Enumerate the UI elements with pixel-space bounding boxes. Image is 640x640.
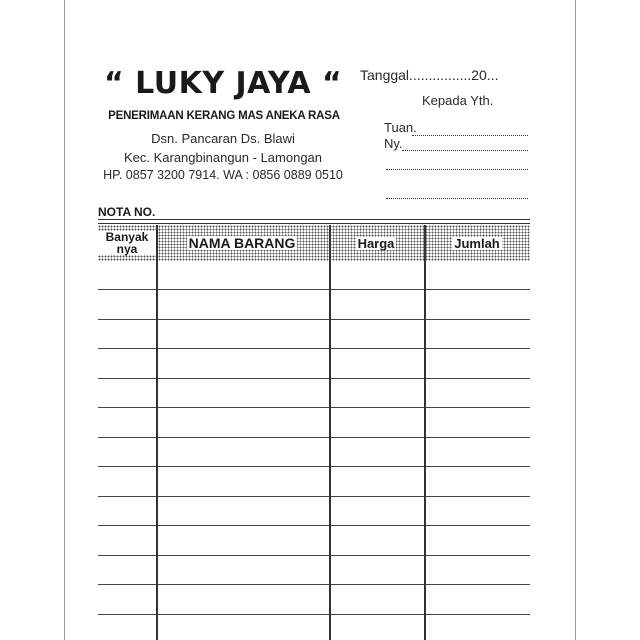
table-row-line [98, 496, 530, 497]
paper-right-edge [575, 0, 576, 640]
table-row-line [98, 584, 530, 585]
column-divider [424, 225, 426, 640]
brand-tagline: PENERIMAAN KERANG MAS ANEKA RASA [108, 110, 340, 122]
column-divider [329, 225, 331, 640]
paper-left-edge [64, 0, 65, 640]
contact-line: HP. 0857 3200 7914. WA : 0856 0889 0510 [103, 168, 343, 182]
column-header-label: Banyak nya [98, 231, 156, 255]
tuan-dotted-line [412, 135, 528, 136]
table-row-line [98, 319, 530, 320]
table-row-line [98, 378, 530, 379]
column-header-banyaknya [98, 225, 156, 261]
table-row-line [98, 466, 530, 467]
nota-underline [98, 219, 530, 220]
column-header-label: Harga [357, 235, 395, 251]
table-row-line [98, 348, 530, 349]
column-header-label: Jumlah [454, 235, 500, 251]
address-line-1: Dsn. Pancaran Ds. Blawi [151, 131, 295, 146]
address-line-2: Kec. Karangbinangun - Lamongan [123, 150, 323, 165]
table-row-line [98, 437, 530, 438]
table-header [98, 225, 530, 261]
table-row-line [98, 525, 530, 526]
date-field: Tanggal................20... [360, 67, 499, 83]
column-header-nama-barang [156, 225, 328, 261]
table-top-border [98, 223, 530, 224]
ny-dotted-line [402, 150, 528, 151]
nota-number-label: NOTA NO. [98, 205, 156, 219]
table-row-line [98, 407, 530, 408]
table-row-line [98, 555, 530, 556]
table-row-line [98, 614, 530, 615]
address-dotted-line-2 [386, 198, 528, 199]
ny-label: Ny. [384, 136, 403, 151]
column-header-jumlah [424, 225, 530, 261]
table-row-line [98, 289, 530, 290]
tuan-label: Tuan. [384, 120, 417, 135]
column-divider [156, 225, 158, 640]
brand-name: “ LUKY JAYA “ [104, 66, 343, 101]
column-header-label: NAMA BARANG [188, 235, 296, 251]
address-dotted-line-1 [386, 169, 528, 170]
recipient-heading: Kepada Yth. [422, 93, 494, 108]
column-header-harga [328, 225, 424, 261]
